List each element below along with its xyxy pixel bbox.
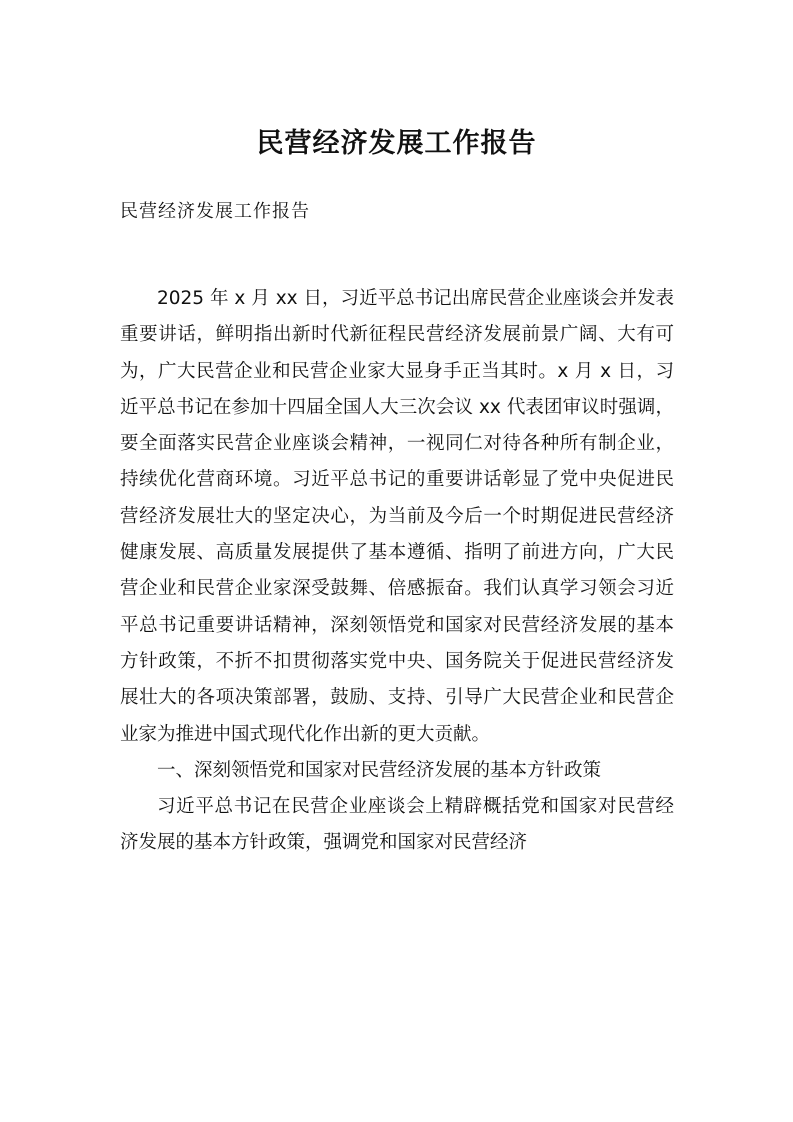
document-body [120,281,674,862]
section-heading: 一、深刻领悟党和国家对民营经济发展的基本方针政策 [157,759,602,781]
document-subtitle: 民营经济发展工作报告 [120,201,310,222]
body-paragraph-intro: 2025 年 x 月 xx 日，习近平总书记出席民营企业座谈会并发表重要讲话，鲜明指出新时代新征程民营经济发展前景广阔、大有可为，广大民营企业和民营企业家大显身手正当其时。x 月 x 日，习近平总书记在参加十四届全国人大三次会议 xx 代表团审议时强调，要全面落实民营企业座谈会精神，一视同仁对待各种所有制企业，持续优化营商环境。习近平总书记的重要讲话彰显了党中央促进民营经济发展壮大的坚定决心，为当前及今后一个时期促进民营经济健康发展、高质量发展提供了基本遵循、指明了前进方向，广大民营企业和民营企业家深受鼓舞、倍感振奋。我们认真学习领会习近平总书记重要讲话精神，深刻领悟党和国家对民营经济发展的基本方针政策，不折不扣贯彻落实党中央、国务院关于促进民营经济发展壮大的各项决策部署，鼓励、支持、引导广大民营企业和民营企业家为推进中国式现代化作出新的更大贡献。 [120,288,674,745]
section-paragraph: 习近平总书记在民营企业座谈会上精辟概括党和国家对民营经济发展的基本方针政策，强调党和国家对民营经济 [120,796,674,854]
document-title: 民营经济发展工作报告 [256,128,537,159]
